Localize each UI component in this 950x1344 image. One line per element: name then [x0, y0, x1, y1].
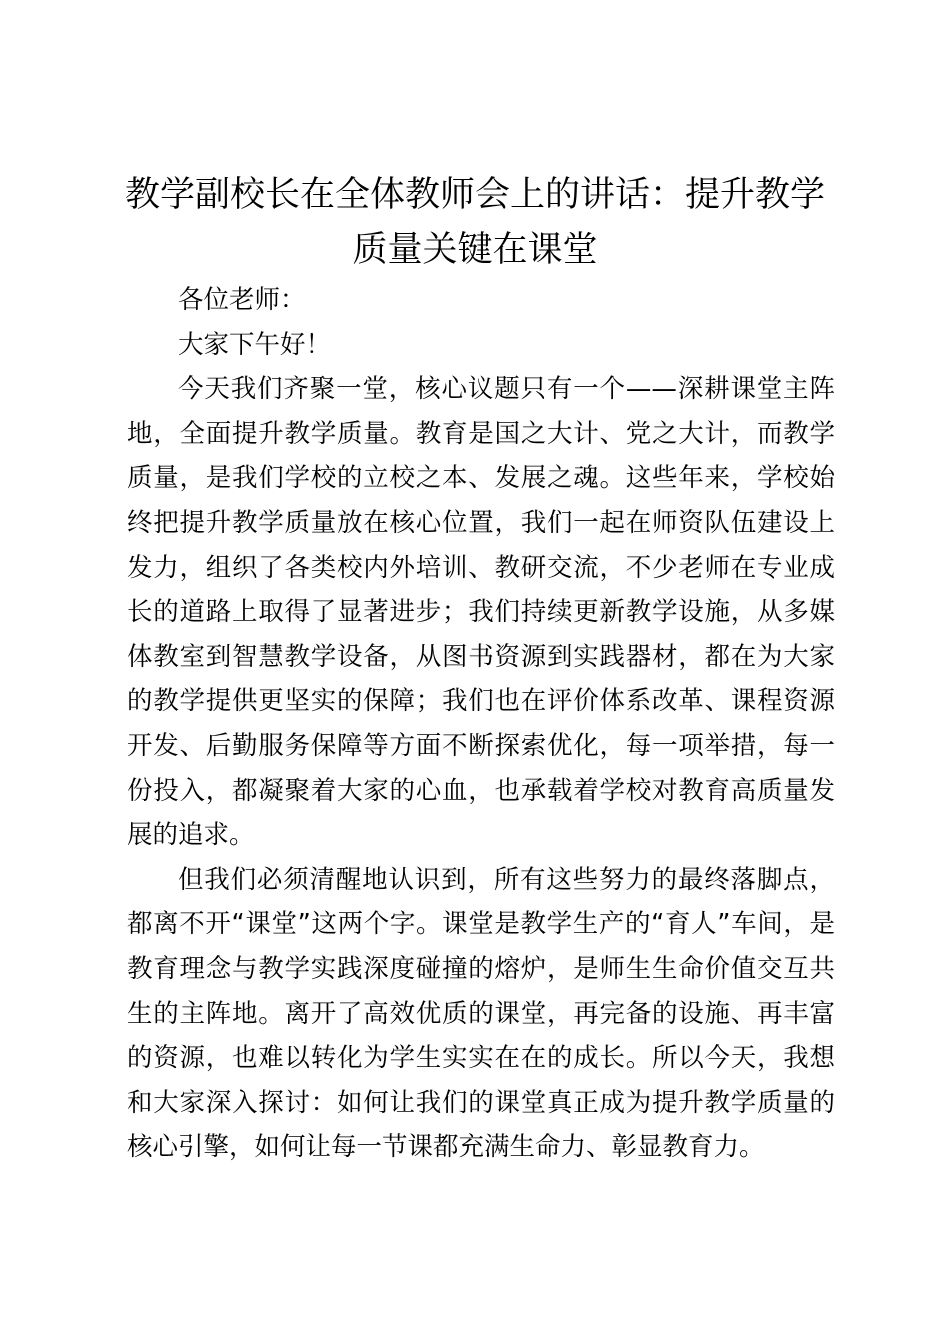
greeting: 大家下午好！	[178, 329, 332, 360]
body-paragraph: 但我们必须清醒地认识到，所有这些努力的最终落脚点，都离不开“课堂”这两个字。课堂是教学生产的“育人”车间，是教育理念与教学实践深度碰撞的熔炉，是师生生命价值交互共生的主阵地。离开了高效优质的课堂，再完备的设施、再丰富的资源，也难以转化为学生实实在在的成长。所以今天，我想和大家深入探讨：如何让我们的课堂真正成为提升教学质量的核心引擎，如何让每一节课都充满生命力、彰显教育力。	[127, 864, 835, 1163]
body-paragraph: 今天我们齐聚一堂，核心议题只有一个——深耕课堂主阵地，全面提升教学质量。教育是国之大计、党之大计，而教学质量，是我们学校的立校之本、发展之魂。这些年来，学校始终把提升教学质量放在核心位置，我们一起在师资队伍建设上发力，组织了各类校内外培训、教研交流，不少老师在专业成长的道路上取得了显著进步；我们持续更新教学设施，从多媒体教室到智慧教学设备，从图书资源到实践器材，都在为大家的教学提供更坚实的保障；我们也在评价体系改革、课程资源开发、后勤服务保障等方面不断探索优化，每一项举措，每一份投入，都凝聚着大家的心血，也承载着学校对教育高质量发展的追求。	[127, 374, 835, 851]
document-body	[127, 278, 835, 1170]
document-title: 教学副校长在全体教师会上的讲话：提升教学质量关键在课堂	[124, 175, 825, 270]
salutation: 各位老师：	[178, 285, 306, 315]
